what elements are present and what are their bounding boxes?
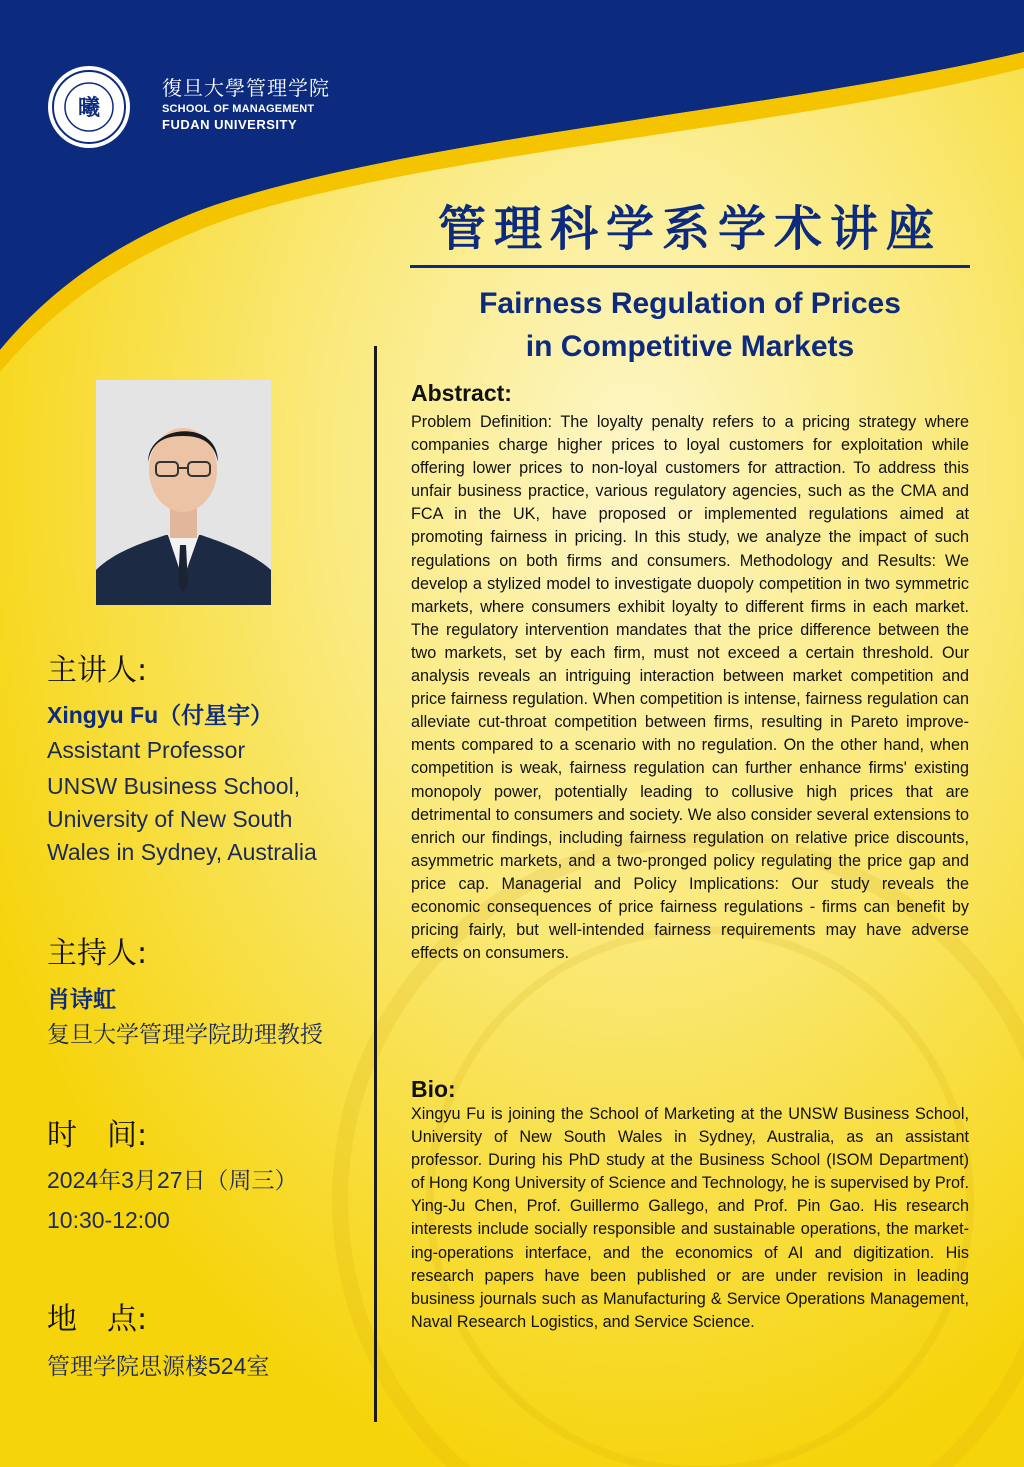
speaker-affiliation-line1: UNSW Business School,	[47, 773, 301, 799]
event-date: 2024年3月27日（周三）	[47, 1167, 298, 1193]
svg-text:曦: 曦	[77, 95, 101, 121]
host-label: 主持人:	[47, 936, 148, 971]
speaker-label: 主讲人:	[47, 653, 148, 688]
logo-school-name: SCHOOL OF MANAGEMENT	[162, 103, 315, 115]
venue-label: 地 点:	[47, 1302, 148, 1337]
speaker-name: Xingyu Fu（付星宇）	[47, 702, 274, 728]
speaker-affiliation-line2: University of New South	[47, 806, 293, 832]
vertical-divider	[374, 346, 377, 1422]
host-position: 复旦大学管理学院助理教授	[47, 1021, 323, 1047]
logo-chinese-name: 復旦大學管理学院	[162, 76, 330, 100]
talk-title-line1: Fairness Regulation of Prices	[479, 287, 901, 320]
speaker-position: Assistant Professor	[47, 737, 246, 763]
abstract-text: Problem Definition: The loyalty penalty refers to a pricing strategy where companies charge higher prices to loyal customers for exploitation while offering lower prices to non-loyal customers for attraction. To address this unfair business practice, various regulatory agencies, such as the CMA and FCA in the UK, have proposed or implemented regulations aimed at promoting fairness in pricing. In this study, we analyze the impact of such regulations on both firms and consumers. Methodology and Results: We develop a stylized model to investigate duopoly competition in two symmetric markets, where consumers exhibit loyalty to different firms in each market. The regulatory intervention mandates that the price difference between the two markets, set by each firm, must not exceed a certain threshold. Our analysis reveals an intriguing interaction between market competition and price fairness regulation. When competition is intense, fairness regulation can alleviate cut-throat competition between firms, resulting in Pareto improvements compared to a scenario with no regulation. On the other hand, when competition is weak, fairness regulation can further enhance firms' existing monopoly power, potentially leading to collusive high prices that are detrimental to consumers and society. We also consider several extensions to enrich our findings, including fairness regulation on relative price discounts, asymmetric markets, and a two-pronged policy regulating the price gap and price cap. Managerial and Policy Implications: Our study reveals the economic consequences of price fairness regulations - firms can benefit by pricing fairly, but well-intended fairness requirements may have adverse effects on consumers.	[411, 413, 969, 963]
bio-text: Xingyu Fu is joining the School of Marketing at the UNSW Business School, University of New South Wales in Sydney, Australia, as an assistant professor. During his PhD study at the Business School (ISOM Department) of Hong Kong University of Science and Technology, he is supervised by Prof. Ying-Ju Chen, Prof. Guillermo Gallego, and Prof. Pin Gao. His research interests include socially responsible and sustainable operations, the marketing-operations interface, and the economics of AI and digitization. His research papers have been published or are under revision in leading business journals such as Manufacturing & Service Operations Management, Naval Research Logistics, and Service Science.	[411, 1105, 969, 1331]
logo-university-name: FUDAN UNIVERSITY	[162, 117, 298, 132]
abstract-heading: Abstract:	[411, 380, 512, 406]
host-name: 肖诗虹	[47, 986, 116, 1012]
time-label: 时 间:	[47, 1118, 148, 1153]
speaker-affiliation-line3: Wales in Sydney, Australia	[47, 839, 317, 865]
bio-heading: Bio:	[411, 1076, 456, 1102]
lecture-series-title: 管理科学系学术讲座	[437, 201, 942, 257]
fudan-seal-logo	[46, 64, 132, 150]
event-hours: 10:30-12:00	[47, 1207, 170, 1233]
event-venue: 管理学院思源楼524室	[47, 1353, 270, 1379]
talk-title-line2: in Competitive Markets	[525, 330, 855, 363]
talk-title	[410, 282, 970, 368]
title-underline	[410, 265, 970, 268]
speaker-photo	[96, 380, 271, 605]
